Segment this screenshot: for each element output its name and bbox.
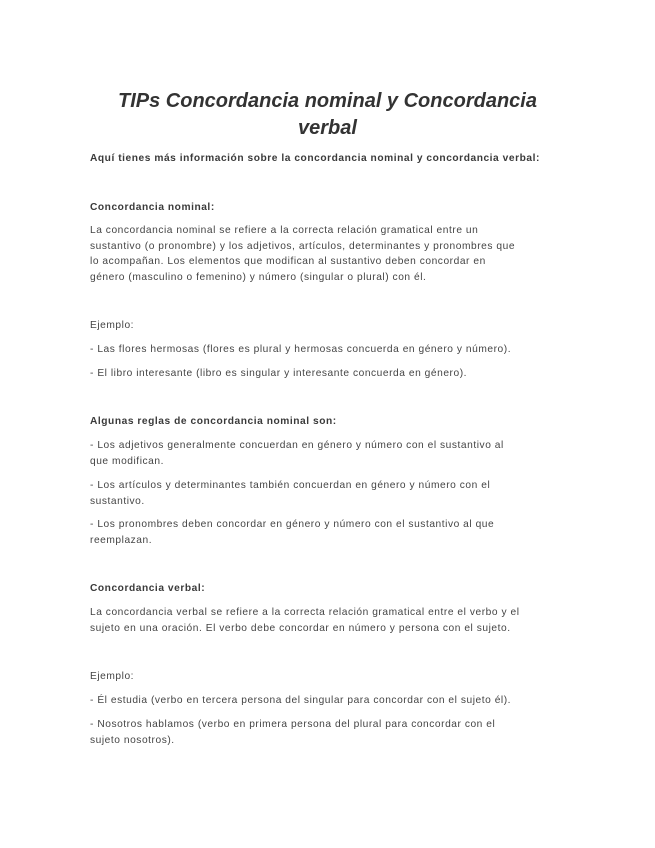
rule-line: sustantivo. xyxy=(90,495,145,507)
rule-line: - Los adjetivos generalmente concuerdan en género y número con el sustantivo al xyxy=(90,440,504,451)
example-line: - Él estudia (verbo en tercera persona del singular para concordar con el sujeto él). xyxy=(90,695,512,706)
verbal-paragraph xyxy=(90,605,575,636)
intro-text: Aquí tienes más información sobre la concordancia nominal y concordancia verbal: xyxy=(90,153,540,164)
paragraph-line: La concordancia verbal se refiere a la correcta relación gramatical entre el verbo y el xyxy=(90,607,520,618)
nominal-example-1: - Las flores hermosas (flores es plural y hermosas concuerda en género y número). xyxy=(90,344,512,355)
nominal-rules-heading: Algunas reglas de concordancia nominal son: xyxy=(90,416,337,427)
paragraph-line: La concordancia nominal se refiere a la correcta relación gramatical entre un xyxy=(90,225,479,236)
verbal-example-label: Ejemplo: xyxy=(90,671,135,682)
paragraph-line: lo acompañan. Los elementos que modifican al sustantivo deben concordar en xyxy=(90,256,486,267)
rule-line: reemplazan. xyxy=(90,534,153,546)
nominal-heading: Concordancia nominal: xyxy=(90,202,215,213)
nominal-rule-1 xyxy=(90,438,575,469)
nominal-paragraph xyxy=(90,223,575,285)
verbal-example-1 xyxy=(90,693,575,709)
rule-line: - Los pronombres deben concordar en género y número con el sustantivo al que xyxy=(90,519,495,530)
nominal-example-2: - El libro interesante (libro es singular y interesante concuerda en género). xyxy=(90,368,468,379)
verbal-heading: Concordancia verbal: xyxy=(90,583,206,594)
nominal-rule-3 xyxy=(90,517,575,548)
example-line: - Nosotros hablamos (verbo en primera persona del plural para concordar con el xyxy=(90,719,496,730)
document-title-line-2: verbal xyxy=(298,117,357,139)
paragraph-line: sujeto en una oración. El verbo debe concordar en número y persona con el sujeto. xyxy=(90,622,511,634)
document-title-line-1: TIPs Concordancia nominal y Concordancia xyxy=(118,90,537,112)
rule-line: que modifican. xyxy=(90,455,164,467)
nominal-example-label: Ejemplo: xyxy=(90,320,135,331)
paragraph-line: sustantivo (o pronombre) y los adjetivos, artículos, determinantes y pronombres que xyxy=(90,240,516,252)
paragraph-line: género (masculino o femenino) y número (singular o plural) con él. xyxy=(90,271,427,283)
verbal-example-2 xyxy=(90,717,575,748)
example-line: sujeto nosotros). xyxy=(90,734,175,746)
rule-line: - Los artículos y determinantes también concuerdan en género y número con el xyxy=(90,480,491,491)
nominal-rule-2 xyxy=(90,478,575,509)
